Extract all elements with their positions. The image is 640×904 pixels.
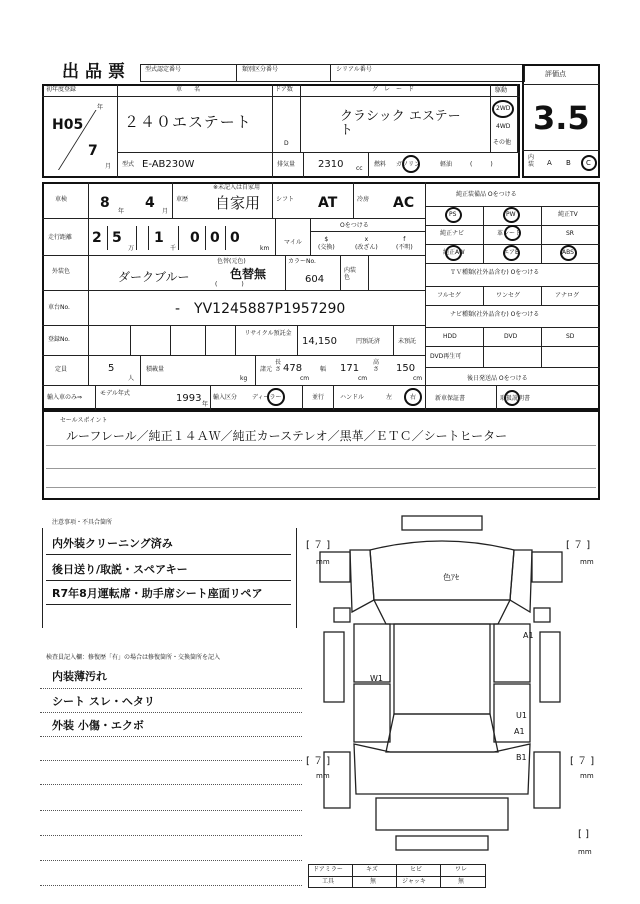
chassis-label: 車台No. [48,304,70,311]
serial-number-label: シリアル番号 [336,66,372,73]
height-value: 150 [396,363,416,374]
history-label: 車歴 [176,196,189,203]
rank-b: B [566,159,571,167]
rank-c: C [586,159,591,167]
fuel-label: 燃料 [374,161,387,168]
manual-circle [504,390,520,406]
mark-w1: W1 [370,674,383,683]
car-name-value: ２４０エステート [124,113,252,131]
inspection-year-unit: 年 [118,208,125,215]
cooler-label: 冷房 [357,196,370,203]
drive-4wd: 4WD [496,123,511,130]
capacity-value: 5 [108,363,115,374]
mileage-digit-1: 2 [92,230,102,246]
width-value: 171 [340,363,360,374]
equip-navi: 純正ナビ [440,230,465,237]
km-unit: km [260,245,270,252]
model-year-value: 1993 [176,393,202,404]
page-title: 出品票 [62,62,131,82]
shift-value: AT [318,195,338,211]
inspector-label: 検査員記入欄：修復歴「有」の場合は修復箇所・交換箇所を記入 [46,654,221,661]
handle-right-circle [404,388,422,406]
model-year-label: モデル年式 [100,390,130,397]
tv-oneseg: ワンセグ [496,292,521,299]
navi-hdd: HDD [443,333,457,340]
mile-label: マイル [284,239,302,246]
repaint-label: 色替(元色) [217,258,246,265]
first-reg-label: 初年度登録 [46,86,77,93]
mark-note: Oをつける [340,222,369,229]
displacement-unit: cc [356,165,363,172]
handle-right: 右 [410,394,417,401]
meter-tampered: x (改ざん) [355,236,378,251]
mileage-digit-6: 0 [230,230,240,246]
equip-pw: PW [506,211,516,218]
mark-b1: B1 [516,753,527,762]
import-dealer-circle [267,388,285,406]
equip-aw-circle [445,245,462,261]
drive-label: 駆動 [495,87,508,94]
color-no-label: カラーNo. [288,258,316,265]
rating-value: 3.5 [533,99,590,137]
selling-points-text: ルーフレール／純正１４ＡＷ／純正カーステレオ／黒革／ＥＴＣ／シートヒーター [66,429,508,443]
mileage-label: 走行距離 [48,234,73,241]
dims-label: 諸元 [260,366,273,373]
mark-fade: 色ｱｾ [443,573,459,582]
model-cert-label: 型式認定番号 [145,66,182,73]
recycle-paid: 円預託済 [356,338,381,345]
grade-label: グ レ ー ド [372,86,415,93]
height-unit: cm [413,375,423,382]
tv-analog: アナログ [555,292,580,299]
bracket-bottom: [ ] [578,829,589,840]
doors-label: ドア数 [275,86,293,93]
legend-break: ワレ [455,866,468,873]
fuel-gasoline: ガソリン [396,161,421,168]
inspector-line-2: シート スレ・ヘタリ [52,695,155,708]
equip-abs-circle [560,245,577,261]
man-unit: 万 [128,245,135,252]
legend-scratch: キズ [366,866,378,873]
first-reg-era: H05 [52,117,84,133]
first-reg-month-unit: 月 [105,163,112,170]
dvd-playback-label: DVD再生可 [430,353,462,360]
fuel-diesel: 軽油 [440,161,453,168]
warranty-label: 新車保証書 [435,395,466,402]
tv-fullseg: フルセグ [437,292,461,299]
cooler-value: AC [393,195,415,211]
legend-crack: ヒビ [410,866,423,873]
mileage-digit-4: 0 [190,230,200,246]
length-unit: cm [300,375,310,382]
height-label: 高さ [373,359,380,373]
mileage-digit-3: 1 [154,230,164,246]
header-id-row [140,64,525,82]
later-title: 後日発送品 Oをつける [467,375,528,382]
note-line-2: 後日送り/取説・スペアキー [52,563,188,576]
inspection-month: 4 [145,195,155,211]
equip-abs: ABS [562,249,574,256]
mm-front-right: mm [580,558,594,566]
rating-label: 評価点 [545,70,566,78]
recycle-unpaid: 未預託 [398,338,417,345]
car-name-label: 車 名 [176,86,201,93]
handle-left: 左 [386,394,393,401]
length-label: 長さ [275,359,282,373]
interior-color-label: 内装色 [344,267,357,281]
repaint-paren: ( ) [215,281,244,288]
interior-label: 内装 [528,154,535,168]
drive-2wd-circle [492,100,514,118]
first-reg-year-unit: 年 [97,104,104,111]
manual-label: 取扱説明書 [500,395,531,402]
class-number-label: 類別区分番号 [242,66,279,73]
car-damage-diagram [310,512,570,864]
shift-label: シフト [276,196,295,203]
meter-exchange: $ (交換) [318,236,335,251]
rank-c-circle [581,155,597,171]
note-line-3: R7年8月運転席・助手席シート座面リペア [52,587,263,600]
mm-rear-right: mm [580,772,594,780]
inspector-line-3: 外装 小傷・エクボ [52,719,144,732]
length-value: 478 [283,363,303,374]
legend-tools-value: 無 [370,878,377,885]
equipment-title: 純正装備品 Oをつける [456,191,517,198]
bracket-rear-right: [ ７ ] [570,756,595,767]
repaint-value: 色替無 [230,267,267,281]
equip-pw-circle [503,207,520,223]
exterior-color-value: ダークブルー [118,270,190,284]
doors-value: D [284,140,289,147]
fuel-other-paren: ( ) [470,161,493,168]
navi-title: ナビ種類(社外品含む) Oをつける [450,311,540,318]
mm-rear-left: mm [316,772,330,780]
model-label: 型式 [122,161,135,168]
legend-tools: 工具 [322,878,335,885]
equip-tv: 純正TV [558,211,578,218]
selling-points-label: セールスポイント [60,417,108,424]
import-class-label: 輸入区分 [213,394,238,401]
inspection-year: 8 [100,195,110,211]
drive-other: その他 [493,139,512,146]
recycle-value: 14,150 [302,336,337,347]
displacement-label: 排気量 [277,161,296,168]
chassis-value: - YV1245887P1957290 [175,301,346,317]
legend-jack: ジャッキ [402,878,426,885]
import-dealer: ディーラー [252,394,282,401]
reg-no-label: 登録No. [48,336,70,343]
meter-unknown: f (不明) [396,236,413,251]
equip-ps: PS [449,211,457,218]
mark-a1-rear-right: A1 [514,727,525,736]
navi-sd: SD [566,333,575,340]
exterior-color-label: 外装色 [52,268,71,275]
handle-label: ハンドル [340,394,365,401]
mileage-digit-2: 5 [112,230,122,246]
mark-u1: U1 [516,711,527,720]
inspection-label: 車検 [55,196,68,203]
equip-airbag-circle [503,245,520,261]
bracket-front-right: [ ７ ] [566,540,591,551]
history-value: 自家用 [215,194,261,212]
mm-front-left: mm [316,558,330,566]
mileage-digit-5: 0 [210,230,220,246]
import-label: 輸入車のみ⇒ [47,394,83,401]
displacement-value: 2310 [318,159,344,170]
import-parallel: 並行 [312,394,325,401]
width-unit: cm [358,375,368,382]
drive-2wd: 2WD [496,105,511,112]
load-unit: kg [240,375,248,382]
legend-mirror: ドアミラー [313,866,343,873]
notes-label: 注意事項・不具合箇所 [52,519,113,526]
navi-dvd: DVD [504,333,518,340]
width-label: 幅 [320,366,327,373]
capacity-unit: 人 [128,375,135,382]
note-line-1: 内外装クリーニング済み [52,537,173,550]
bracket-rear-left: [ ７ ] [306,756,331,767]
equip-sr: SR [566,230,574,237]
tv-title: ＴＶ種類(社外品含む) Oをつける [450,269,540,276]
mm-bottom: mm [578,848,592,856]
equip-ps-circle [445,207,462,223]
inspection-month-unit: 月 [162,208,169,215]
first-reg-month: 7 [88,143,98,159]
equip-leather: 革シート [497,230,522,237]
legend-jack-value: 無 [458,878,465,885]
inspector-line-1: 内装薄汚れ [52,670,107,683]
model-year-unit: 年 [202,401,209,408]
load-label: 積載量 [146,366,165,373]
rank-a: A [547,159,552,167]
sen-unit: 千 [170,245,177,252]
recycle-label: リサイクル預託金 [244,330,292,337]
equip-leather-circle [504,225,521,241]
fuel-gasoline-circle [402,155,420,173]
mark-a1-front-right: A1 [523,631,534,640]
color-no-value: 604 [305,274,325,285]
model-value: E-AB230W [142,159,195,170]
capacity-label: 定員 [55,366,68,373]
equip-airbag: エアB [503,249,520,256]
equip-aw: 純正AW [443,249,465,256]
bracket-front-left: [ ７ ] [306,540,331,551]
grade-value: クラシック エステート [340,109,461,138]
history-note: ※未記入は自家用 [213,184,261,191]
